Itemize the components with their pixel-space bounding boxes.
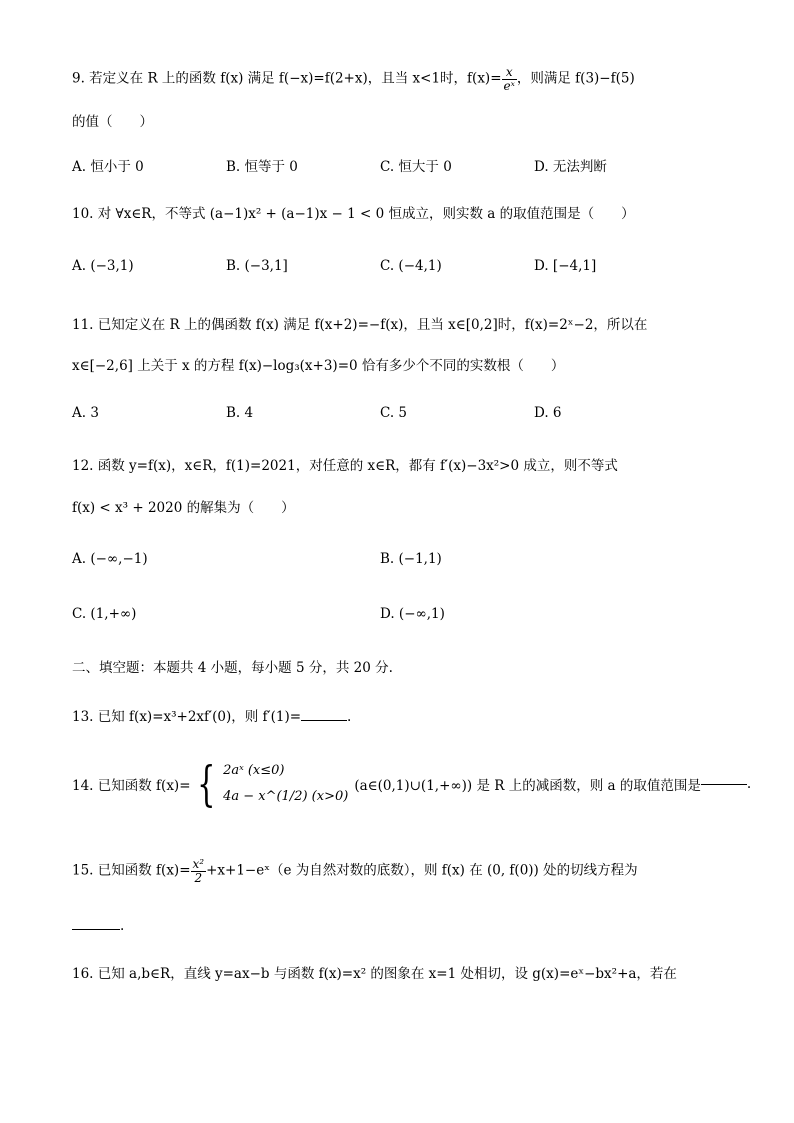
q9-text: 9. 若定义在 R 上的函数 f(x) 满足 f(−x)=f(2+x)，且当 x<1时，f(x)= (72, 70, 502, 87)
q10-option-b: B. (−3,1] (226, 258, 288, 274)
q11-option-a: A. 3 (72, 405, 99, 421)
q12-option-b: B. (−1,1) (380, 551, 442, 567)
section-heading: 二、填空题：本题共 4 小题，每小题 5 分，共 20 分. (72, 660, 393, 676)
q11-option-b: B. 4 (226, 405, 254, 421)
q9-option-a: A. 恒小于 0 (72, 159, 144, 175)
q12-stem-line1: 12. 函数 y=f(x)，x∈R，f(1)=2021，对任意的 x∈R，都有 f′(x)−3x²>0 成立，则不等式 (72, 458, 618, 474)
q15-head: 15. 已知函数 f(x)= (72, 862, 191, 879)
q14-cases (223, 758, 348, 810)
q9-stem-line1 (72, 66, 734, 92)
q12-option-a: A. (−∞,−1) (72, 551, 148, 567)
q9-frac-num: x (502, 66, 517, 80)
q11-option-d: D. 6 (534, 405, 562, 421)
q15-answer-line (72, 918, 734, 934)
q14-tail: (a∈(0,1)∪(1,+∞)) 是 R 上的减函数，则 a 的取值范围是 (354, 778, 701, 794)
q9-stem-line2: 的值（ ） (72, 114, 153, 130)
q14-end: . (746, 776, 752, 792)
q10-stem: 10. 对 ∀x∈R，不等式 (a−1)x² + (a−1)x − 1 < 0 恒成立，则实数 a 的取值范围是（ ） (72, 206, 635, 222)
q10-option-c: C. (−4,1) (380, 258, 442, 274)
q9-option-b: B. 恒等于 0 (226, 159, 298, 175)
q14-answer-blank (701, 783, 747, 785)
q12-option-c: C. (1,+∞) (72, 606, 137, 622)
q13-stem (72, 705, 734, 725)
q9-frac-den: eˣ (503, 78, 515, 93)
q15-frac-den: 2 (194, 870, 203, 885)
q12-option-d: D. (−∞,1) (380, 606, 445, 622)
q14-piecewise (72, 758, 751, 810)
q13-end: . (347, 709, 352, 725)
q10-option-a: A. (−3,1) (72, 258, 134, 274)
q9-option-c: C. 恒大于 0 (380, 159, 452, 175)
q10-option-d: D. [−4,1] (534, 258, 597, 274)
q11-stem-line1: 11. 已知定义在 R 上的偶函数 f(x) 满足 f(x+2)=−f(x)，且当 x∈[0,2]时，f(x)=2ˣ−2，所以在 (72, 317, 648, 333)
q15-stem (72, 858, 734, 884)
q14-case-1: 2aˣ (x≤0) (223, 763, 285, 778)
q11-option-c: C. 5 (380, 405, 408, 421)
q13-answer-blank (301, 719, 347, 721)
q9-option-d: D. 无法判断 (534, 159, 607, 175)
q9-fraction (502, 66, 517, 92)
q14-brace: { (196, 756, 215, 812)
q14-case-2: 4a − x^(1/2) (x>0) (223, 789, 349, 804)
q16-stem-line1: 16. 已知 a,b∈R，直线 y=ax−b 与函数 f(x)=x² 的图象在 x=1 处相切，设 g(x)=eˣ−bx²+a，若在 (72, 966, 677, 982)
q12-stem-line2: f(x) < x³ + 2020 的解集为（ ） (72, 500, 295, 516)
q15-tail: +x+1−eˣ（e 为自然对数的底数），则 f(x) 在 (0, f(0)) 处的切线方程为 (206, 862, 638, 879)
q14-head: 14. 已知函数 f(x)= (72, 778, 191, 794)
q15-answer-blank (72, 928, 120, 930)
q15-end: . (120, 918, 125, 934)
q15-frac-num: x² (192, 857, 205, 871)
q13-text: 13. 已知 f(x)=x³+2xf′(0)，则 f′(1)= (72, 709, 302, 725)
q14-stem (72, 756, 752, 812)
q11-stem-line2: x∈[−2,6] 上关于 x 的方程 f(x)−log₃(x+3)=0 恰有多少个不同的实数根（ ） (72, 358, 565, 374)
q9-tail: ，则满足 f(3)−f(5) (516, 70, 635, 87)
q15-fraction (191, 858, 207, 884)
